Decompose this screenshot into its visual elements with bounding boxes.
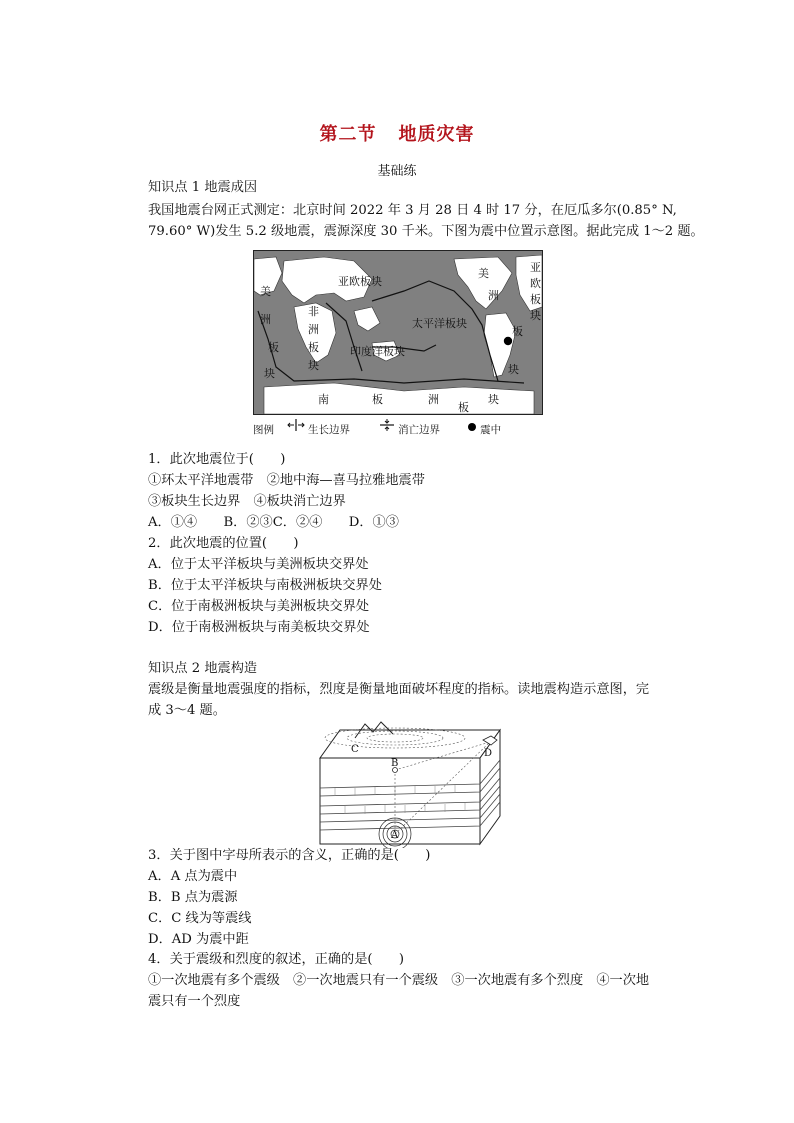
section1-heading: 知识点 1 地震成因	[148, 180, 258, 195]
section2-heading: 知识点 2 地震构造	[148, 661, 258, 676]
plate-map	[253, 250, 543, 415]
map-label-antarctic-2: 板	[372, 393, 383, 406]
q3-stem: 3．关于图中字母所表示的含义，正确的是( )	[148, 848, 431, 863]
map-label-block-char: 块	[508, 363, 519, 376]
map-label-eurasia-right-4: 块	[530, 309, 541, 322]
plate-map-graphic	[254, 251, 542, 414]
map-label-eurasia-right-2: 欧	[530, 277, 541, 290]
q2-stem: 2．此次地震的位置( )	[148, 536, 299, 551]
section2-intro-line1: 震级是衡量地震强度的指标，烈度是衡量地面破坏程度的指标。读地震构造示意图，完	[148, 682, 650, 697]
diagram-label-c: C	[351, 744, 359, 755]
map-label-antarctic-3: 洲	[428, 393, 439, 406]
section1-intro-line1: 我国地震台网正式测定：北京时间 2022 年 3 月 28 日 4 时 17 分，在厄瓜多尔(0.85° N,	[148, 203, 677, 218]
q1-options-line2: ③板块生长边界 ④板块消亡边界	[148, 494, 346, 509]
map-label-africa-2: 洲	[308, 323, 319, 336]
epicenter-icon	[467, 422, 477, 432]
epicenter-marker	[504, 337, 512, 345]
map-label-america-left-1: 美	[260, 285, 271, 298]
map-label-america-left-3: 板	[268, 341, 279, 354]
title-topic: 地质灾害	[398, 124, 475, 145]
diagram-label-b: B	[391, 758, 399, 769]
q2-option-a: A．位于太平洋板块与美洲板块交界处	[148, 557, 369, 572]
subduction-boundary-icon	[379, 418, 395, 432]
legend-growth-label: 生长边界	[308, 423, 351, 436]
q1-stem: 1．此次地震位于( )	[148, 452, 286, 467]
legend-title: 图例	[253, 423, 274, 436]
map-legend	[253, 418, 501, 437]
map-label-antarctic-1: 南	[318, 393, 329, 406]
q3-option-a: A．A 点为震中	[148, 869, 238, 884]
title-section-number: 第二节	[319, 124, 377, 145]
q1-options-line1: ①环太平洋地震带 ②地中海—喜马拉雅地震带	[148, 473, 425, 488]
map-label-pacific: 太平洋板块	[412, 317, 467, 330]
diagram-label-d: D	[484, 748, 493, 759]
map-label-eurasia-right-3: 板	[530, 293, 541, 306]
map-label-antarctic-5: 块	[488, 393, 499, 406]
map-label-america-top: 美	[478, 267, 489, 280]
page-subtitle: 基础练	[377, 164, 417, 179]
legend-subduction-label: 消亡边界	[398, 423, 441, 436]
map-label-africa-4: 块	[308, 359, 319, 372]
q2-option-d: D．位于南极洲板块与南美板块交界处	[148, 620, 370, 635]
map-label-africa-3: 板	[308, 341, 319, 354]
map-label-america-mid: 洲	[488, 289, 499, 302]
section2-intro-line2: 成 3～4 题。	[148, 703, 226, 718]
q1-choices: A．①④ B．②③C．②④ D．①③	[148, 515, 399, 530]
map-label-africa-1: 非	[308, 305, 319, 318]
map-label-america-left-2: 洲	[260, 313, 271, 326]
map-label-indian: 印度洋板块	[350, 345, 405, 358]
section1-intro-line2: 79.60° W)发生 5.2 级地震，震源深度 30 千米。下图为震中位置示意图。据此完成 1～2 题。	[148, 224, 704, 239]
q2-option-b: B．位于太平洋板块与南极洲板块交界处	[148, 578, 382, 593]
q2-option-c: C．位于南极洲板块与美洲板块交界处	[148, 599, 370, 614]
q4-options-line2: 震只有一个烈度	[148, 994, 241, 1009]
legend-epicenter-label: 震中	[480, 423, 502, 436]
map-label-eurasia: 亚欧板块	[338, 275, 382, 288]
map-label-america-left-4: 块	[264, 367, 275, 380]
q4-options-line1: ①一次地震有多个震级 ②一次地震只有一个震级 ③一次地震有多个烈度 ④一次地	[148, 973, 650, 988]
q3-option-c: C．C 线为等震线	[148, 911, 252, 926]
earthquake-block-graphic	[315, 718, 505, 848]
page-title	[0, 120, 794, 146]
q3-option-b: B．B 点为震源	[148, 890, 238, 905]
diagram-label-a: A	[391, 830, 399, 841]
map-label-eurasia-right-1: 亚	[530, 261, 541, 274]
growth-boundary-icon	[287, 418, 305, 432]
map-label-plate-char: 板	[512, 325, 523, 338]
q3-option-d: D．AD 为震中距	[148, 932, 249, 947]
map-label-antarctic-4: 板	[458, 401, 469, 414]
earthquake-structure-diagram	[315, 718, 505, 848]
q4-stem: 4．关于震级和烈度的叙述，正确的是( )	[148, 952, 405, 967]
